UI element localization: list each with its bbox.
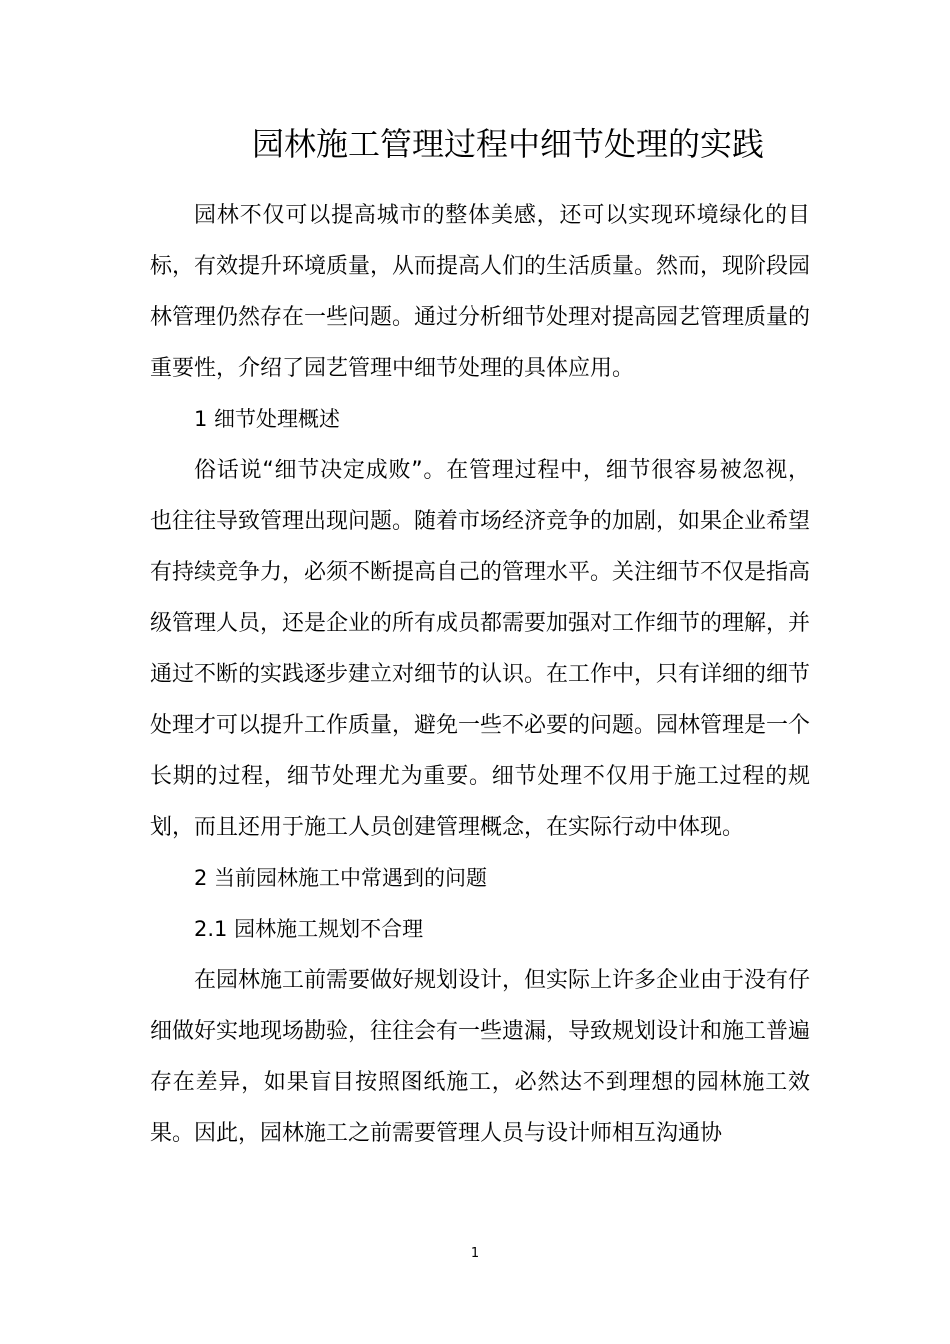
document-body	[150, 190, 810, 1159]
section-heading-2: 2 当前园林施工中常遇到的问题	[194, 866, 488, 890]
paragraph-intro: 园林不仅可以提高城市的整体美感，还可以实现环境绿化的目标，有效提升环境质量，从而提高人们的生活质量。然而，现阶段园林管理仍然存在一些问题。通过分析细节处理对提高园艺管理质量的重要性，介绍了园艺管理中细节处理的具体应用。	[150, 203, 811, 381]
subsection-heading-2-1: 2.1 园林施工规划不合理	[194, 917, 424, 941]
paragraph-section-2-1: 在园林施工前需要做好规划设计，但实际上许多企业由于没有仔细做好实地现场勘验，往往会有一些遗漏，导致规划设计和施工普遍存在差异，如果盲目按照图纸施工，必然达不到理想的园林施工效果。因此，园林施工之前需要管理人员与设计师相互沟通协	[150, 968, 811, 1146]
document-title: 园林施工管理过程中细节处理的实践	[251, 125, 764, 163]
section-heading-1: 1 细节处理概述	[194, 407, 341, 431]
page-number: 1	[470, 1246, 480, 1261]
paragraph-section-1: 俗话说“细节决定成败”。在管理过程中，细节很容易被忽视，也往往导致管理出现问题。随着市场经济竞争的加剧，如果企业希望有持续竞争力，必须不断提高自己的管理水平。关注细节不仅是指高级管理人员，还是企业的所有成员都需要加强对工作细节的理解，并通过不断的实践逐步建立对细节的认识。在工作中，只有详细的细节处理才可以提升工作质量，避免一些不必要的问题。园林管理是一个长期的过程，细节处理尤为重要。细节处理不仅用于施工过程的规划，而且还用于施工人员创建管理概念，在实际行动中体现。	[150, 458, 811, 840]
